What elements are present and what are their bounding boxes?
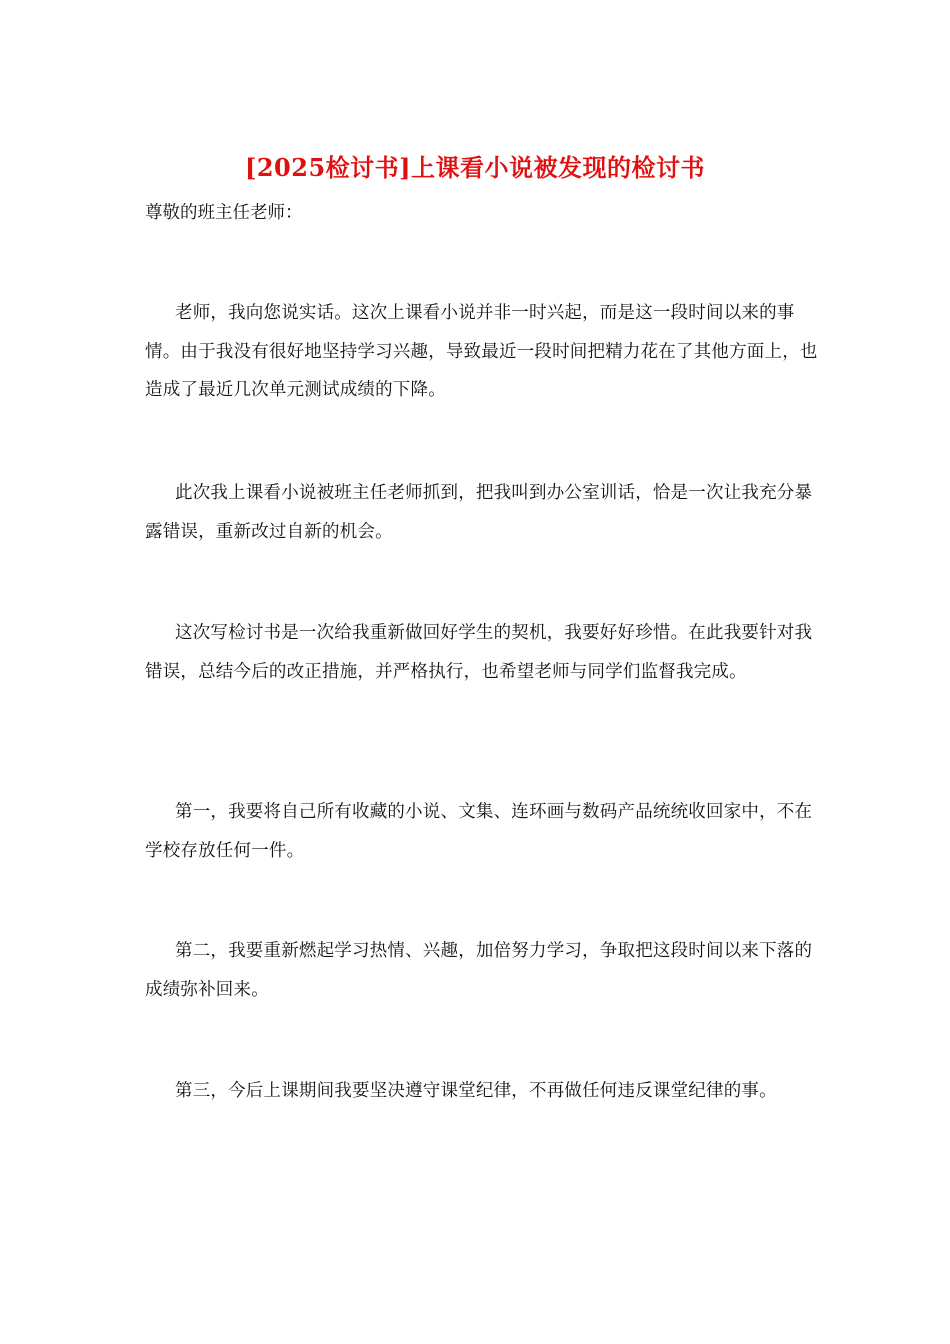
document-title: [2025检讨书]上课看小说被发现的检讨书 <box>244 153 705 182</box>
paragraph-5: 第二，我要重新燃起学习热情、兴趣，加倍努力学习，争取把这段时间以来下落的成绩弥补回来。 <box>145 941 813 1000</box>
paragraph-6: 第三，今后上课期间我要坚决遵守课堂纪律，不再做任何违反课堂纪律的事。 <box>175 1081 777 1101</box>
paragraph-2: 此次我上课看小说被班主任老师抓到，把我叫到办公室训话，恰是一次让我充分暴露错误，重新改过自新的机会。 <box>145 483 813 542</box>
paragraph-1: 老师，我向您说实话。这次上课看小说并非一时兴起，而是这一段时间以来的事情。由于我没有很好地坚持学习兴趣，导致最近一段时间把精力花在了其他方面上，也造成了最近几次单元测试成绩的下降。 <box>145 303 818 400</box>
paragraph-3: 这次写检讨书是一次给我重新做回好学生的契机，我要好好珍惜。在此我要针对我错误，总结今后的改正措施，并严格执行，也希望老师与同学们监督我完成。 <box>145 623 813 682</box>
salutation: 尊敬的班主任老师： <box>145 203 303 223</box>
paragraph-4: 第一，我要将自己所有收藏的小说、文集、连环画与数码产品统统收回家中，不在学校存放任何一件。 <box>145 802 813 861</box>
